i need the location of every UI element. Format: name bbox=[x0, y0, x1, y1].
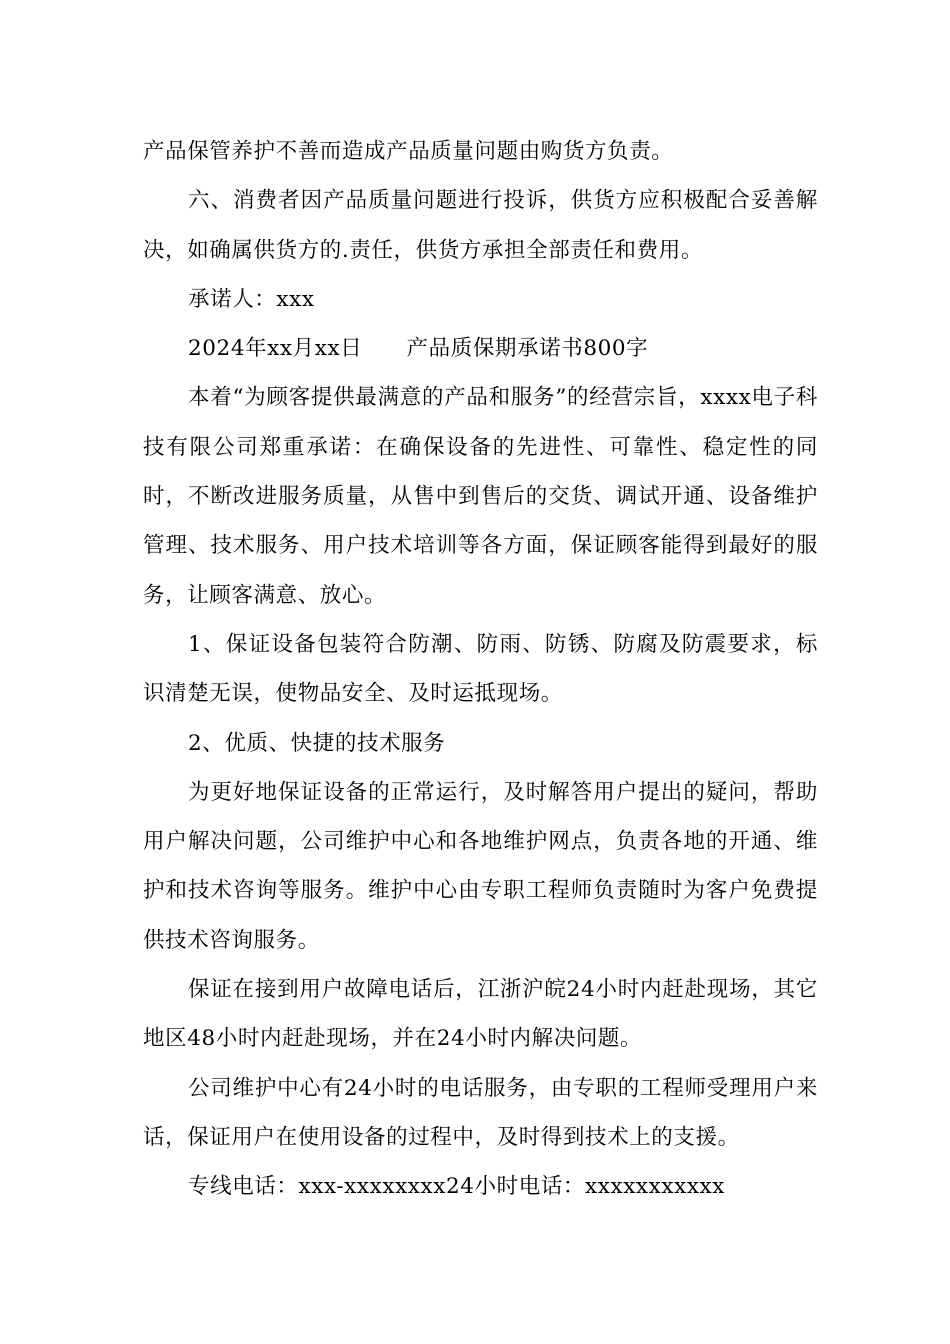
signatory-line: 承诺人：xxx bbox=[188, 286, 315, 312]
paragraph-8: 为更好地保证设备的正常运行，及时解答用户提出的疑问，帮助用户解决问题，公司维护中心和各地维护网点，负责各地的开通、维护和技术咨询等服务。维护中心由专职工程师负责随时为客户免费提供技术咨询服务。 bbox=[143, 779, 818, 953]
paragraph-5: 本着“为顾客提供最满意的产品和服务”的经营宗旨，xxxx电子科技有限公司郑重承诺：在确保设备的先进性、可靠性、稳定性的同时，不断改进服务质量，从售中到售后的交货、调试开通、设备维护管理、技术服务、用户技术培训等各方面，保证顾客能得到最好的服务，让顾客满意、放心。 bbox=[143, 385, 818, 608]
section-heading: 2、优质、快捷的技术服务 bbox=[188, 730, 446, 756]
date-title-line: 2024年xx月xx日 产品质保期承诺书800字 bbox=[188, 336, 649, 362]
paragraph-2: 六、消费者因产品质量问题进行投诉，供货方应积极配合妥善解决，如确属供货方的.责任，供货方承担全部责任和费用。 bbox=[143, 188, 818, 263]
paragraph-6: 1、保证设备包装符合防潮、防雨、防锈、防腐及防震要求，标识清楚无误，使物品安全、及时运抵现场。 bbox=[143, 631, 818, 707]
paragraph-1: 产品保管养护不善而造成产品质量问题由购货方负责。 bbox=[143, 139, 674, 164]
paragraph-10: 公司维护中心有24小时的电话服务，由专职的工程师受理用户来话，保证用户在使用设备的过程中，及时得到技术上的支援。 bbox=[143, 1075, 818, 1150]
paragraph-9: 保证在接到用户故障电话后，江浙沪皖24小时内赶赴现场，其它地区48小时内赶赴现场，并在24小时内解决问题。 bbox=[143, 977, 818, 1052]
document-body bbox=[143, 127, 818, 1212]
hotline-line: 专线电话：xxx-xxxxxxxx24小时电话：xxxxxxxxxxx bbox=[188, 1174, 726, 1200]
